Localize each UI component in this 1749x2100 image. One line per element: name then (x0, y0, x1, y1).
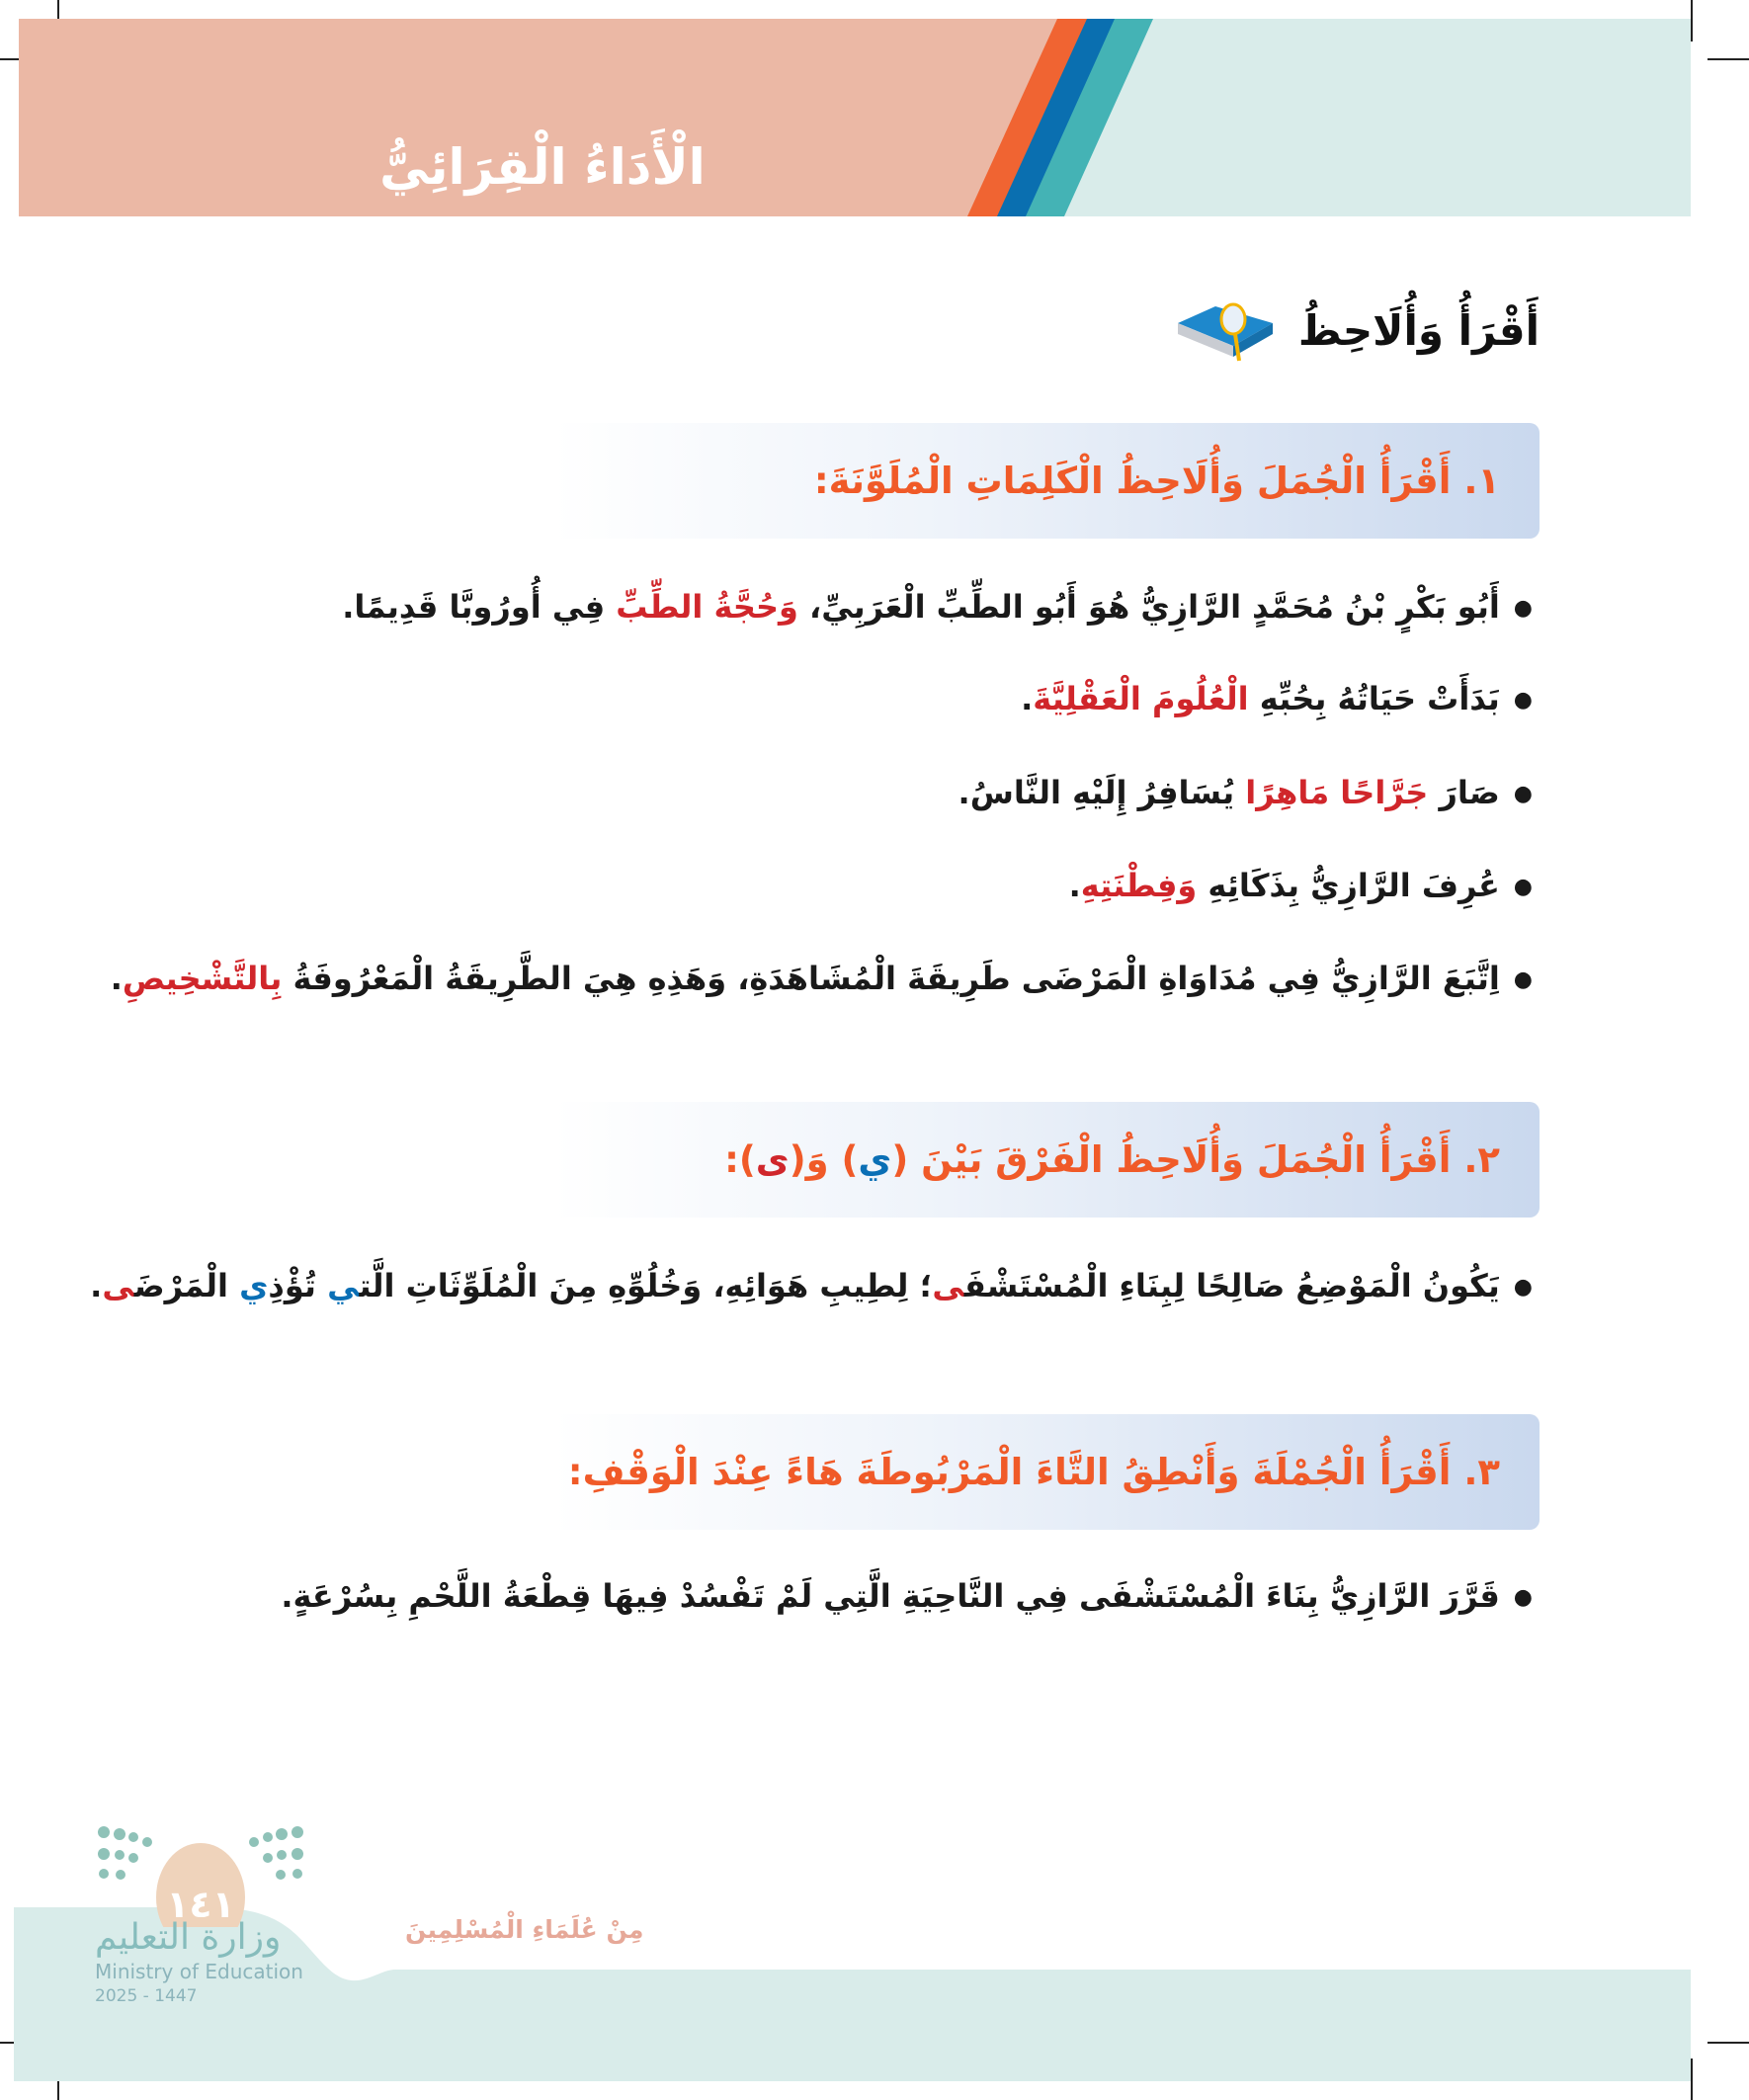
page-number: ١٤١ (166, 1883, 235, 1926)
read-and-observe-heading: أَقْرَأُ وَأُلَاحِظُ (1297, 306, 1540, 355)
sentence (90, 1256, 1533, 1317)
sentence-text: يَكُونُ الْمَوْضِعُ صَالِحًا لِبِنَاءِ الْمُسْتَشْفَ (963, 1267, 1500, 1304)
highlighted-word: جَرَّاحًا مَاهِرًا (1245, 774, 1429, 811)
sentence-text: عُرِفَ الرَّازِيُّ بِذَكَائِهِ (1197, 867, 1500, 904)
sentence-text: بَدَأَتْ حَيَاتُهُ بِحُبِّهِ (1248, 680, 1500, 717)
sentence-text: قَرَّرَ الرَّازِيُّ بِنَاءَ الْمُسْتَشْفَى فِي النَّاحِيَةِ الَّتِي لَمْ تَفْسُدْ فِيهَا قِطْعَةُ اللَّحْمِ بِسُرْعَةٍ. (281, 1577, 1500, 1615)
sentence (1021, 669, 1533, 730)
highlighted-word: ى (932, 1267, 964, 1304)
highlighted-word: ي (239, 1267, 269, 1304)
sentence-text: الْمَرْضَ (133, 1267, 240, 1304)
highlighted-word: ي (858, 1138, 892, 1181)
sentence-text: ٢. أَقْرَأُ الْجُمَلَ وَأُلَاحِظُ الْفَرْقَ بَيْنَ ( (891, 1138, 1500, 1181)
sentence-text: . (1021, 680, 1034, 717)
sentence-text: يُسَافِرُ إِلَيْهِ النَّاسُ. (958, 774, 1246, 811)
sentence-text: ) وَ( (789, 1138, 859, 1181)
sentence-text: . (1068, 867, 1081, 904)
highlighted-word: وَحُجَّةُ الطِّبِّ (616, 588, 798, 626)
instruction-box-3 (553, 1414, 1540, 1530)
academic-year: 2025 - 1447 (95, 1986, 198, 2006)
sentence-text: فِي أُورُوبَّا قَدِيمًا. (342, 588, 617, 626)
sentence-text: . (90, 1267, 103, 1304)
instruction-3: ٣. أَقْرَأُ الْجُمْلَةَ وَأَنْطِقُ التَّاءَ الْمَرْبُوطَةَ هَاءً عِنْدَ الْوَقْفِ: (567, 1451, 1500, 1493)
ministry-name-english: Ministry of Education (95, 1960, 303, 1983)
ministry-logo (94, 1818, 311, 1927)
crop-mark (1707, 58, 1749, 60)
instruction-box-1 (553, 423, 1540, 539)
highlighted-word: ى (102, 1267, 134, 1304)
ministry-name-arabic: وزارة التعليم (95, 1917, 282, 1958)
page-header-banner (19, 19, 1691, 216)
sentence (342, 577, 1533, 638)
sentence (1069, 856, 1533, 917)
instruction-2 (724, 1102, 1500, 1218)
page-title: الْأَدَاءُ الْقِرَائِيُّ (379, 138, 706, 196)
header-stripes (19, 19, 1691, 216)
instruction-1: ١. أَقْرَأُ الْجُمَلَ وَأُلَاحِظُ الْكَلِمَاتِ الْمُلَوَّنَةَ: (813, 460, 1500, 502)
sentence-text: صَارَ (1428, 774, 1500, 811)
unit-caption: مِنْ عُلَمَاءِ الْمُسْلِمِينَ (405, 1915, 644, 1944)
book-magnifier-icon (1174, 301, 1278, 366)
sentence-text: اِتَّبَعَ الرَّازِيُّ فِي مُدَاوَاةِ الْمَرْضَى طَرِيقَةَ الْمُشَاهَدَةِ، وَهَذِهِ هِيَ الطَّرِيقَةُ الْمَعْرُوفَةُ (282, 960, 1500, 997)
highlighted-word: الْعُلُومَ الْعَقْلِيَّةَ (1033, 680, 1249, 717)
sentence-text: ): (724, 1138, 756, 1181)
highlighted-word: ى (755, 1138, 790, 1181)
instruction-box-2 (553, 1102, 1540, 1218)
sentence (281, 1566, 1533, 1628)
highlighted-word: وَفِطْنَتِهِ (1080, 867, 1198, 904)
sentence-text: . (110, 960, 123, 997)
highlighted-word: بِالتَّشْخِيصِ (122, 960, 283, 997)
sentence-text: ؛ لِطِيبِ هَوَائِهِ، وَخُلُوِّهِ مِنَ الْمُلَوِّثَاتِ الَّت (359, 1267, 933, 1304)
sentence-text: أَبُو بَكْرٍ بْنُ مُحَمَّدٍ الرَّازِيُّ هُوَ أَبُو الطِّبِّ الْعَرَبِيِّ، (797, 588, 1500, 626)
highlighted-word: ي (327, 1267, 360, 1304)
crop-mark (1691, 0, 1693, 42)
sentence (958, 763, 1533, 824)
sentence-text: تُؤْذِ (268, 1267, 328, 1304)
sentence (111, 949, 1533, 1010)
